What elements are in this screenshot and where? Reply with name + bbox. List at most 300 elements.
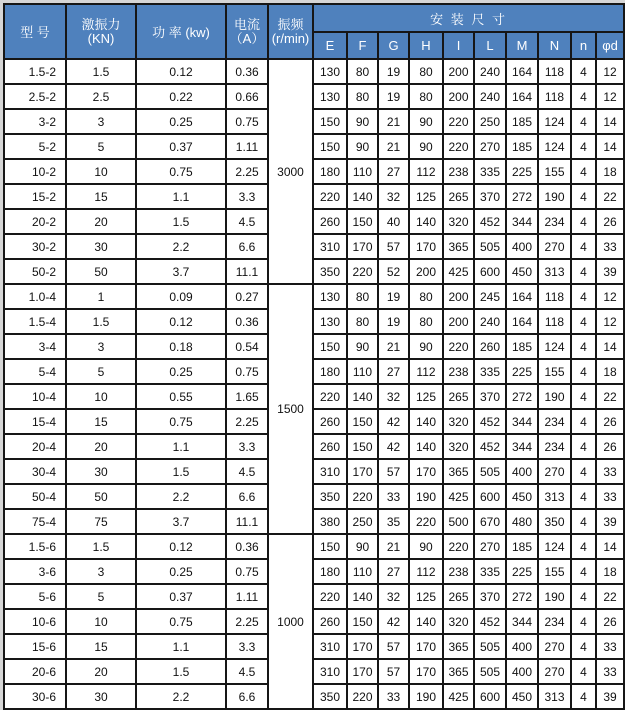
cell-dim-I: 365 <box>443 459 474 484</box>
cell-dim-I: 200 <box>443 284 474 309</box>
cell-current: 0.75 <box>226 559 268 584</box>
cell-dim-F: 150 <box>347 409 378 434</box>
cell-dim-F: 90 <box>347 334 378 359</box>
table-row <box>4 209 624 234</box>
cell-model: 1.5-4 <box>4 309 66 334</box>
cell-force: 3 <box>66 334 136 359</box>
cell-current: 11.1 <box>226 259 268 284</box>
cell-current: 0.27 <box>226 284 268 309</box>
cell-dim-M: 344 <box>506 609 538 634</box>
cell-dim-I: 425 <box>443 259 474 284</box>
cell-power: 2.2 <box>136 234 226 259</box>
cell-dim-I: 320 <box>443 409 474 434</box>
cell-dim-L: 370 <box>474 184 506 209</box>
cell-current: 3.3 <box>226 184 268 209</box>
cell-dim-n: 4 <box>571 509 596 534</box>
col-header-force <box>66 4 136 59</box>
table-row <box>4 509 624 534</box>
cell-dim-G: 42 <box>378 434 409 459</box>
cell-dim-N: 155 <box>538 159 571 184</box>
cell-current: 0.66 <box>226 84 268 109</box>
cell-power: 0.12 <box>136 309 226 334</box>
col-header-dim-L: L <box>474 32 506 59</box>
cell-model: 1.5-2 <box>4 59 66 84</box>
cell-dim-M: 344 <box>506 434 538 459</box>
cell-force: 10 <box>66 159 136 184</box>
cell-dim-G: 40 <box>378 209 409 234</box>
cell-dim-L: 335 <box>474 359 506 384</box>
cell-dim-φd: 12 <box>596 309 624 334</box>
cell-dim-M: 185 <box>506 134 538 159</box>
col-header-frequency-unit: (r/min) <box>271 30 310 46</box>
cell-dim-H: 220 <box>409 509 443 534</box>
cell-power: 0.37 <box>136 134 226 159</box>
cell-dim-F: 170 <box>347 634 378 659</box>
cell-dim-φd: 26 <box>596 209 624 234</box>
cell-dim-G: 27 <box>378 359 409 384</box>
cell-dim-M: 400 <box>506 659 538 684</box>
cell-current: 0.36 <box>226 534 268 559</box>
cell-dim-E: 260 <box>313 434 347 459</box>
cell-dim-N: 190 <box>538 184 571 209</box>
cell-dim-E: 350 <box>313 684 347 709</box>
cell-current: 2.25 <box>226 409 268 434</box>
cell-frequency: 1500 <box>268 284 313 534</box>
cell-dim-E: 220 <box>313 184 347 209</box>
cell-current: 3.3 <box>226 434 268 459</box>
cell-dim-N: 270 <box>538 234 571 259</box>
cell-current: 1.11 <box>226 134 268 159</box>
cell-model: 10-2 <box>4 159 66 184</box>
cell-dim-M: 225 <box>506 359 538 384</box>
cell-current: 0.36 <box>226 309 268 334</box>
cell-dim-H: 80 <box>409 284 443 309</box>
table-row <box>4 634 624 659</box>
cell-dim-n: 4 <box>571 559 596 584</box>
cell-dim-L: 600 <box>474 259 506 284</box>
cell-frequency: 3000 <box>268 59 313 284</box>
cell-dim-H: 190 <box>409 684 443 709</box>
cell-dim-N: 234 <box>538 209 571 234</box>
cell-dim-φd: 14 <box>596 134 624 159</box>
cell-dim-n: 4 <box>571 309 596 334</box>
cell-dim-L: 260 <box>474 334 506 359</box>
cell-power: 3.7 <box>136 509 226 534</box>
cell-dim-φd: 26 <box>596 609 624 634</box>
cell-dim-φd: 26 <box>596 434 624 459</box>
cell-dim-E: 310 <box>313 459 347 484</box>
cell-dim-E: 310 <box>313 659 347 684</box>
cell-dim-G: 35 <box>378 509 409 534</box>
cell-dim-E: 130 <box>313 309 347 334</box>
cell-dim-F: 80 <box>347 284 378 309</box>
cell-dim-M: 450 <box>506 484 538 509</box>
cell-power: 0.18 <box>136 334 226 359</box>
cell-dim-H: 170 <box>409 459 443 484</box>
cell-dim-n: 4 <box>571 234 596 259</box>
table-row <box>4 184 624 209</box>
cell-dim-I: 365 <box>443 659 474 684</box>
cell-dim-E: 180 <box>313 159 347 184</box>
col-header-frequency-title: 振频 <box>277 16 304 32</box>
cell-dim-φd: 39 <box>596 259 624 284</box>
cell-dim-N: 124 <box>538 534 571 559</box>
cell-dim-I: 365 <box>443 634 474 659</box>
cell-power: 0.75 <box>136 609 226 634</box>
cell-dim-n: 4 <box>571 659 596 684</box>
cell-dim-H: 112 <box>409 559 443 584</box>
cell-dim-M: 164 <box>506 309 538 334</box>
cell-dim-E: 130 <box>313 284 347 309</box>
cell-dim-N: 313 <box>538 684 571 709</box>
cell-dim-G: 19 <box>378 59 409 84</box>
cell-dim-M: 400 <box>506 234 538 259</box>
cell-dim-F: 150 <box>347 209 378 234</box>
cell-force: 10 <box>66 384 136 409</box>
cell-current: 6.6 <box>226 234 268 259</box>
cell-dim-φd: 18 <box>596 559 624 584</box>
cell-dim-G: 21 <box>378 134 409 159</box>
cell-current: 3.3 <box>226 634 268 659</box>
cell-dim-I: 200 <box>443 59 474 84</box>
cell-force: 15 <box>66 184 136 209</box>
col-header-dim-M: M <box>506 32 538 59</box>
cell-dim-F: 250 <box>347 509 378 534</box>
cell-dim-F: 220 <box>347 484 378 509</box>
cell-current: 6.6 <box>226 684 268 709</box>
cell-dim-M: 344 <box>506 209 538 234</box>
cell-dim-I: 320 <box>443 209 474 234</box>
cell-dim-G: 19 <box>378 84 409 109</box>
cell-dim-L: 335 <box>474 159 506 184</box>
cell-dim-G: 33 <box>378 684 409 709</box>
cell-dim-G: 57 <box>378 234 409 259</box>
cell-dim-H: 80 <box>409 309 443 334</box>
cell-dim-H: 170 <box>409 634 443 659</box>
cell-dim-N: 234 <box>538 409 571 434</box>
cell-dim-I: 265 <box>443 184 474 209</box>
table-row <box>4 84 624 109</box>
cell-dim-E: 130 <box>313 84 347 109</box>
cell-dim-G: 33 <box>378 484 409 509</box>
cell-current: 11.1 <box>226 509 268 534</box>
cell-current: 6.6 <box>226 484 268 509</box>
cell-current: 0.75 <box>226 109 268 134</box>
table-row <box>4 284 624 309</box>
cell-dim-n: 4 <box>571 609 596 634</box>
col-header-current-unit: （A） <box>229 30 265 46</box>
cell-dim-E: 260 <box>313 409 347 434</box>
cell-power: 3.7 <box>136 259 226 284</box>
cell-model: 3-4 <box>4 334 66 359</box>
cell-dim-G: 19 <box>378 284 409 309</box>
cell-model: 15-2 <box>4 184 66 209</box>
cell-dim-G: 42 <box>378 609 409 634</box>
cell-dim-L: 240 <box>474 309 506 334</box>
cell-dim-F: 150 <box>347 609 378 634</box>
table-row <box>4 584 624 609</box>
motor-spec-table <box>3 3 625 710</box>
cell-dim-φd: 22 <box>596 584 624 609</box>
cell-dim-I: 425 <box>443 684 474 709</box>
cell-dim-n: 4 <box>571 84 596 109</box>
cell-current: 1.65 <box>226 384 268 409</box>
cell-dim-G: 52 <box>378 259 409 284</box>
cell-dim-E: 150 <box>313 109 347 134</box>
cell-dim-I: 320 <box>443 609 474 634</box>
cell-dim-N: 155 <box>538 359 571 384</box>
cell-dim-F: 90 <box>347 134 378 159</box>
cell-dim-M: 185 <box>506 109 538 134</box>
table-row <box>4 434 624 459</box>
cell-dim-M: 400 <box>506 459 538 484</box>
cell-dim-H: 90 <box>409 334 443 359</box>
cell-dim-M: 164 <box>506 284 538 309</box>
cell-dim-H: 140 <box>409 434 443 459</box>
cell-dim-I: 220 <box>443 334 474 359</box>
cell-dim-N: 234 <box>538 434 571 459</box>
cell-power: 1.5 <box>136 209 226 234</box>
cell-dim-G: 21 <box>378 334 409 359</box>
cell-dim-I: 425 <box>443 484 474 509</box>
cell-power: 0.12 <box>136 59 226 84</box>
cell-dim-H: 90 <box>409 534 443 559</box>
table-row <box>4 684 624 709</box>
cell-dim-E: 350 <box>313 259 347 284</box>
cell-dim-N: 350 <box>538 509 571 534</box>
col-header-dimensions: 安 装 尺 寸 <box>313 4 624 32</box>
cell-dim-φd: 39 <box>596 509 624 534</box>
cell-force: 1 <box>66 284 136 309</box>
cell-dim-M: 344 <box>506 409 538 434</box>
cell-force: 15 <box>66 634 136 659</box>
cell-dim-M: 272 <box>506 184 538 209</box>
cell-power: 1.1 <box>136 434 226 459</box>
cell-model: 1.0-4 <box>4 284 66 309</box>
table-row <box>4 259 624 284</box>
cell-dim-M: 185 <box>506 534 538 559</box>
cell-dim-φd: 33 <box>596 659 624 684</box>
cell-force: 30 <box>66 234 136 259</box>
cell-dim-M: 480 <box>506 509 538 534</box>
cell-power: 1.5 <box>136 459 226 484</box>
col-header-dim-N: N <box>538 32 571 59</box>
cell-dim-G: 27 <box>378 559 409 584</box>
cell-dim-M: 272 <box>506 384 538 409</box>
table-row <box>4 159 624 184</box>
cell-model: 3-6 <box>4 559 66 584</box>
cell-dim-H: 90 <box>409 134 443 159</box>
cell-model: 50-4 <box>4 484 66 509</box>
cell-dim-H: 112 <box>409 359 443 384</box>
cell-dim-G: 42 <box>378 409 409 434</box>
col-header-model: 型 号 <box>4 4 66 59</box>
cell-dim-G: 21 <box>378 109 409 134</box>
cell-force: 10 <box>66 609 136 634</box>
cell-force: 15 <box>66 409 136 434</box>
cell-dim-F: 80 <box>347 59 378 84</box>
cell-force: 30 <box>66 684 136 709</box>
cell-dim-I: 238 <box>443 359 474 384</box>
cell-dim-L: 250 <box>474 109 506 134</box>
cell-dim-E: 380 <box>313 509 347 534</box>
cell-dim-M: 164 <box>506 59 538 84</box>
cell-dim-n: 4 <box>571 634 596 659</box>
cell-dim-L: 452 <box>474 609 506 634</box>
table-header <box>4 4 624 59</box>
cell-dim-G: 32 <box>378 584 409 609</box>
cell-dim-n: 4 <box>571 159 596 184</box>
cell-dim-φd: 33 <box>596 234 624 259</box>
cell-dim-M: 450 <box>506 259 538 284</box>
cell-dim-L: 505 <box>474 234 506 259</box>
cell-dim-L: 335 <box>474 559 506 584</box>
cell-dim-H: 140 <box>409 409 443 434</box>
cell-dim-E: 310 <box>313 234 347 259</box>
cell-model: 5-4 <box>4 359 66 384</box>
cell-dim-N: 118 <box>538 309 571 334</box>
cell-power: 0.37 <box>136 584 226 609</box>
cell-frequency: 1000 <box>268 534 313 709</box>
cell-dim-φd: 22 <box>596 184 624 209</box>
table-row <box>4 609 624 634</box>
cell-dim-I: 220 <box>443 134 474 159</box>
cell-power: 0.55 <box>136 384 226 409</box>
cell-dim-G: 19 <box>378 309 409 334</box>
cell-dim-H: 140 <box>409 609 443 634</box>
cell-dim-M: 185 <box>506 334 538 359</box>
cell-force: 5 <box>66 134 136 159</box>
table-row <box>4 534 624 559</box>
cell-dim-H: 190 <box>409 484 443 509</box>
cell-model: 20-6 <box>4 659 66 684</box>
cell-dim-H: 90 <box>409 109 443 134</box>
cell-dim-E: 260 <box>313 209 347 234</box>
cell-dim-N: 118 <box>538 284 571 309</box>
cell-dim-F: 80 <box>347 84 378 109</box>
col-header-dim-H: H <box>409 32 443 59</box>
cell-dim-F: 220 <box>347 684 378 709</box>
cell-dim-φd: 26 <box>596 409 624 434</box>
cell-dim-N: 155 <box>538 559 571 584</box>
cell-dim-I: 200 <box>443 309 474 334</box>
cell-model: 75-4 <box>4 509 66 534</box>
cell-power: 2.2 <box>136 484 226 509</box>
cell-dim-M: 400 <box>506 634 538 659</box>
cell-dim-I: 365 <box>443 234 474 259</box>
cell-power: 1.1 <box>136 184 226 209</box>
cell-dim-N: 313 <box>538 259 571 284</box>
cell-current: 4.5 <box>226 459 268 484</box>
cell-force: 5 <box>66 584 136 609</box>
table-row <box>4 234 624 259</box>
cell-dim-E: 220 <box>313 584 347 609</box>
cell-dim-F: 140 <box>347 584 378 609</box>
table-row <box>4 409 624 434</box>
cell-dim-N: 118 <box>538 59 571 84</box>
cell-dim-F: 110 <box>347 559 378 584</box>
cell-power: 0.25 <box>136 359 226 384</box>
cell-dim-H: 170 <box>409 234 443 259</box>
col-header-frequency <box>268 4 313 59</box>
cell-dim-E: 220 <box>313 384 347 409</box>
cell-dim-G: 32 <box>378 384 409 409</box>
cell-current: 0.54 <box>226 334 268 359</box>
cell-dim-N: 124 <box>538 334 571 359</box>
cell-dim-M: 272 <box>506 584 538 609</box>
cell-dim-N: 190 <box>538 584 571 609</box>
cell-dim-N: 124 <box>538 134 571 159</box>
cell-dim-N: 270 <box>538 659 571 684</box>
cell-dim-L: 670 <box>474 509 506 534</box>
col-header-dim-n: n <box>571 32 596 59</box>
cell-dim-E: 130 <box>313 59 347 84</box>
cell-current: 2.25 <box>226 609 268 634</box>
cell-force: 20 <box>66 434 136 459</box>
cell-model: 30-4 <box>4 459 66 484</box>
cell-current: 4.5 <box>226 209 268 234</box>
col-header-current <box>226 4 268 59</box>
cell-dim-E: 180 <box>313 559 347 584</box>
cell-dim-L: 452 <box>474 409 506 434</box>
cell-dim-G: 57 <box>378 659 409 684</box>
cell-dim-φd: 33 <box>596 634 624 659</box>
table-row <box>4 134 624 159</box>
cell-dim-φd: 22 <box>596 384 624 409</box>
cell-dim-L: 240 <box>474 59 506 84</box>
cell-dim-F: 170 <box>347 234 378 259</box>
cell-dim-φd: 18 <box>596 359 624 384</box>
col-header-power: 功 率 (kw) <box>136 4 226 59</box>
table-row <box>4 59 624 84</box>
cell-dim-H: 125 <box>409 184 443 209</box>
cell-dim-E: 260 <box>313 609 347 634</box>
table-row <box>4 359 624 384</box>
cell-force: 5 <box>66 359 136 384</box>
cell-model: 15-4 <box>4 409 66 434</box>
cell-dim-L: 505 <box>474 459 506 484</box>
cell-model: 10-4 <box>4 384 66 409</box>
cell-force: 1.5 <box>66 59 136 84</box>
cell-dim-n: 4 <box>571 134 596 159</box>
cell-power: 0.09 <box>136 284 226 309</box>
cell-dim-F: 110 <box>347 359 378 384</box>
col-header-force-unit: (KN) <box>87 30 115 46</box>
cell-dim-F: 110 <box>347 159 378 184</box>
table-row <box>4 384 624 409</box>
cell-model: 1.5-6 <box>4 534 66 559</box>
table-row <box>4 334 624 359</box>
cell-dim-n: 4 <box>571 384 596 409</box>
cell-dim-L: 600 <box>474 484 506 509</box>
cell-dim-E: 150 <box>313 134 347 159</box>
cell-power: 0.75 <box>136 159 226 184</box>
cell-dim-I: 320 <box>443 434 474 459</box>
cell-model: 10-6 <box>4 609 66 634</box>
cell-dim-G: 21 <box>378 534 409 559</box>
cell-force: 75 <box>66 509 136 534</box>
cell-power: 2.2 <box>136 684 226 709</box>
cell-dim-M: 450 <box>506 684 538 709</box>
cell-dim-φd: 14 <box>596 534 624 559</box>
cell-dim-n: 4 <box>571 484 596 509</box>
cell-force: 20 <box>66 659 136 684</box>
cell-dim-φd: 33 <box>596 484 624 509</box>
cell-power: 0.12 <box>136 534 226 559</box>
cell-dim-I: 200 <box>443 84 474 109</box>
cell-model: 15-6 <box>4 634 66 659</box>
cell-dim-n: 4 <box>571 334 596 359</box>
